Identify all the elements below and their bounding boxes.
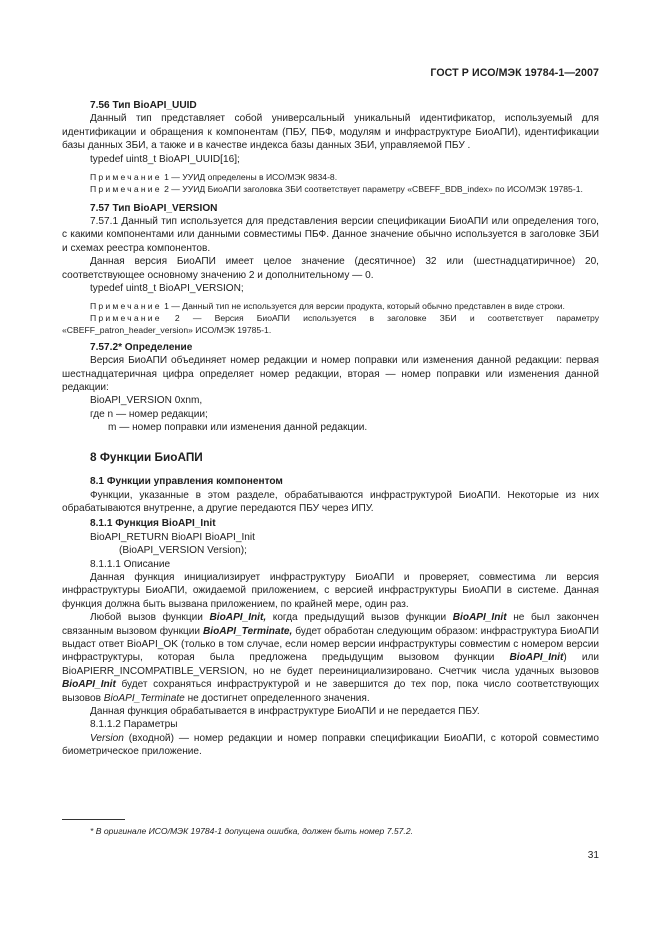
subheading-8-1-1-1: 8.1.1.1 Описание [90,558,171,570]
text-run: не был закончен связанным вызовом функции [62,612,599,637]
footnote: * В оригинале ИСО/МЭК 19784-1 допущена ошибка, должен быть номер 7.57.2. [90,826,413,836]
text-run: не достигнет определенного значения. [184,692,370,704]
code-line: (BioAPI_VERSION Version); [119,545,247,557]
note-text: 2 — Версия БиоАПИ используется в заголовке ЗБИ и соответствует параметру «CBEFF_patron_header_version» ИСО/МЭК 19785-1. [62,313,599,336]
note-label: Примечание [90,313,162,324]
function-name: BioAPI_Init [509,652,564,664]
text-run: будет сохраняться инфраструктурой и не завершится до тех пор, пока число соответствующих вызовов [62,679,599,704]
note-label: Примечание [90,183,162,194]
paragraph [62,732,599,759]
function-name: BioAPI_Init [62,679,116,691]
subheading-8-1-1-2: 8.1.1.2 Параметры [90,719,178,731]
function-name: BioAPI_Terminate, [202,625,293,637]
text-run: ) или BioAPIERR_INCOMPATIBLE_VERSION, но не будет переинициализировано. Счетчик числа удачных вызовов [62,652,599,677]
heading-8-1: 8.1 Функции управления компонентом [90,476,283,488]
note [62,172,599,184]
paragraph: Данная функция обрабатывается в инфраструктуре БиоАПИ и не передается ПБУ. [90,706,480,718]
note-text: 1 — УУИД определены в ИСО/МЭК 9834-8. [164,172,338,183]
param-name: Version [90,732,124,744]
where-line: где n — номер редакции; [90,408,208,420]
footnote-divider [62,819,125,820]
heading-7-57-2: 7.57.2* Определение [90,341,193,353]
paragraph: 7.57.1 Данный тип используется для представления версии спецификации БиоАПИ или определения того, с какими компонентами или данными совместимы ПБФ. Данное значение обычно используется в заголовке ЗБИ и схемах реестра компонентов. [62,216,599,254]
note-text: 1 — Данный тип не используется для версии продукта, который обычно представлен в виде строки. [164,301,565,312]
text-run: (входной) — номер редакции и номер поправки спецификации БиоАПИ, с которой совместимо биометрическое приложение. [62,732,599,758]
heading-7-56: 7.56 Тип BioAPI_UUID [90,100,197,111]
paragraph [62,611,599,705]
paragraph: Версия БиоАПИ объединяет номер редакции и номер поправки или изменения данной редакции: первая шестнадцатеричная цифра определяет номер редакции, вторая — номер поправки или изменения данной редакции: [62,355,599,394]
text-run: будет обработан следующим образом: инфраструктура БиоАПИ выдаст ответ BioAPI_OK (только в том случае, если номер версии инфраструктуры совместим с номером версии инфраструктуры, которая была предложена предыдущим вызовом функции [62,625,600,664]
running-header: ГОСТ Р ИСО/МЭК 19784-1—2007 [430,67,599,79]
page-number: 31 [587,850,599,861]
paragraph: Данная функция инициализирует инфраструктуру БиоАПИ и проверяет, совместима ли версия инфраструктуры БиоАПИ, ожидаемой приложением, с версией инфраструктуры БиоАПИ в системе. Данная функция должна быть вызвана приложением, по крайней мере, один раз. [62,571,599,610]
function-name: BioAPI_Terminate [103,692,185,704]
heading-8-1-1: 8.1.1 Функция BioAPI_Init [90,518,216,530]
function-name: BioAPI_Init [452,612,507,624]
note [62,301,599,313]
text-run: когда предыдущий вызов функции [266,612,453,624]
note-label: Примечание [90,172,162,183]
code-line: BioAPI_RETURN BioAPI BioAPI_Init [90,531,255,543]
paragraph: Данный тип представляет собой универсальный уникальный идентификатор, используемый для идентификации и обращения к компонентам (ПБУ, ПБФ, модулям и инфраструктуре БиоАПИ), идентификации базы данных ЗБИ, а также и в качестве индекса базы данных ЗБИ, управляемой ПБУ . [62,113,599,152]
where-line: m — номер поправки или изменения данной редакции. [108,422,368,434]
heading-7-57: 7.57 Тип BioAPI_VERSION [90,202,218,214]
code-line: BioAPI_VERSION 0xnm, [90,395,203,407]
heading-8: 8 Функции БиоАПИ [90,449,203,464]
note [62,313,599,337]
function-name: BioAPI_Init, [209,612,267,624]
paragraph: Функции, указанные в этом разделе, обрабатываются инфраструктурой БиоАПИ. Некоторые из них обрабатываются внутренне, а другие передаются ПБУ через ИПУ. [62,489,599,514]
note-label: Примечание [90,301,162,312]
code-line: typedef uint8_t BioAPI_VERSION; [90,283,244,295]
paragraph: Данная версия БиоАПИ имеет целое значение (десятичное) 32 или (шестнадцатиричное) 20, соответствующее основному значению 2 и дополнительному — 0. [62,256,599,281]
note [62,184,599,196]
page-content [62,97,599,759]
note-text: 2 — УУИД БиоАПИ заголовка ЗБИ соответствует параметру «CBEFF_BDB_index» по ИСО/МЭК 19785-1. [164,183,583,194]
code-line: typedef uint8_t BioAPI_UUID[16]; [90,153,240,165]
text-run: Любой вызов функции [90,612,210,624]
